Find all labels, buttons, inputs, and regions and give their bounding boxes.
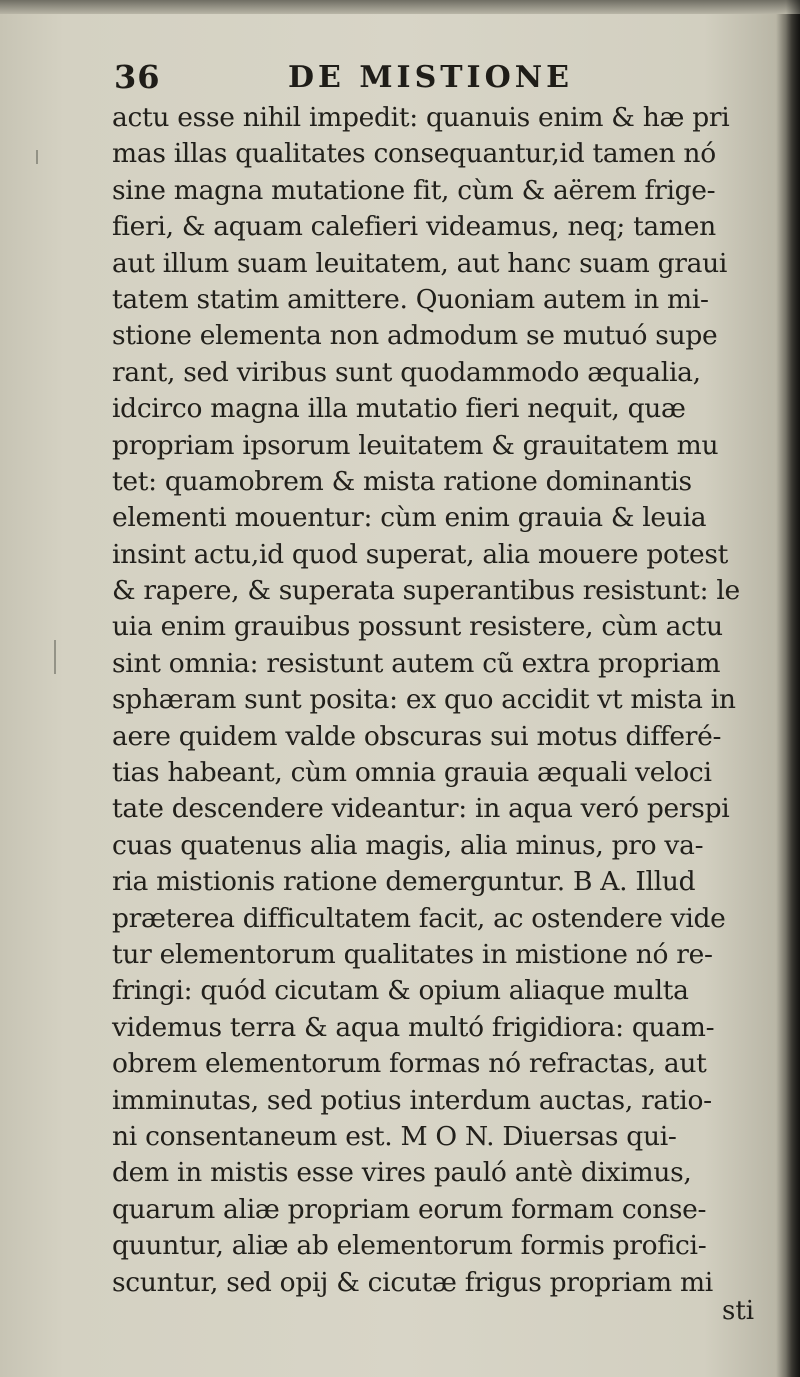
catchword: sti xyxy=(722,1296,755,1326)
text-line: fieri, & aquam calefieri videamus, neq; tamen xyxy=(112,211,716,243)
text-line: sine magna mutatione fit, cùm & aërem frige- xyxy=(112,174,716,206)
text-line: propriam ipsorum leuitatem & grauitatem mu xyxy=(112,429,719,461)
text-line: quarum aliæ propriam eorum formam conse- xyxy=(112,1193,707,1225)
text-line: tur elementorum qualitates in mistione nó re- xyxy=(112,938,713,970)
text-line: cuas quatenus alia magis, alia minus, pro va- xyxy=(112,829,704,861)
margin-mark xyxy=(54,640,56,674)
page-top-edge xyxy=(0,0,800,14)
text-line: ni consentaneum est. M O N. Diuersas qui- xyxy=(112,1120,677,1152)
margin-mark xyxy=(36,150,38,164)
text-line: mas illas qualitates consequantur,id tamen nó xyxy=(112,138,716,170)
page-header xyxy=(114,58,674,98)
text-line: quuntur, aliæ ab elementorum formis profici- xyxy=(112,1230,707,1262)
text-line: obrem elementorum formas nó refractas, aut xyxy=(112,1048,707,1080)
text-line: aere quidem valde obscuras sui motus differé- xyxy=(112,720,722,752)
text-line: sint omnia: resistunt autem cũ extra propriam xyxy=(112,647,721,679)
text-line: elementi mouentur: cùm enim grauia & leuia xyxy=(112,502,707,534)
text-line: idcirco magna illa mutatio fieri nequit, quæ xyxy=(112,393,686,425)
text-line: rant, sed viribus sunt quodammodo æqualia, xyxy=(112,356,701,388)
text-line: insint actu,id quod superat, alia mouere potest xyxy=(112,538,729,570)
text-line: & rapere, & superata superantibus resistunt: le xyxy=(112,575,740,607)
text-line: uia enim grauibus possunt resistere, cùm actu xyxy=(112,611,723,643)
text-line: stione elementa non admodum se mutuó supe xyxy=(112,320,718,352)
text-line: tatem statim amittere. Quoniam autem in mi- xyxy=(112,283,709,315)
text-line: imminutas, sed potius interdum auctas, ratio- xyxy=(112,1084,712,1116)
text-line: tet: quamobrem & mista ratione dominantis xyxy=(112,465,692,497)
text-line: dem in mistis esse vires pauló antè diximus, xyxy=(112,1157,692,1189)
text-line: scuntur, sed opij & cicutæ frigus propriam mi xyxy=(112,1266,713,1298)
text-line: fringi: quód cicutam & opium aliaque multa xyxy=(112,975,689,1007)
text-line: actu esse nihil impedit: quanuis enim & hæ pri xyxy=(112,102,730,133)
text-line: tate descendere videantur: in aqua veró perspi xyxy=(112,793,730,825)
text-line: sphæram sunt posita: ex quo accidit vt mista in xyxy=(112,684,736,716)
text-line: præterea difficultatem facit, ac ostendere vide xyxy=(112,902,726,934)
running-head: DE MISTIONE xyxy=(288,60,574,95)
page-number: 36 xyxy=(114,58,161,96)
gutter-shadow xyxy=(786,0,800,1377)
text-line: aut illum suam leuitatem, aut hanc suam graui xyxy=(112,247,728,279)
body-text xyxy=(112,100,772,1301)
text-line: videmus terra & aqua multó frigidiora: quam- xyxy=(112,1011,715,1043)
text-line: ria mistionis ratione demerguntur. B A. Illud xyxy=(112,866,696,898)
text-line: tias habeant, cùm omnia grauia æquali veloci xyxy=(112,757,712,789)
